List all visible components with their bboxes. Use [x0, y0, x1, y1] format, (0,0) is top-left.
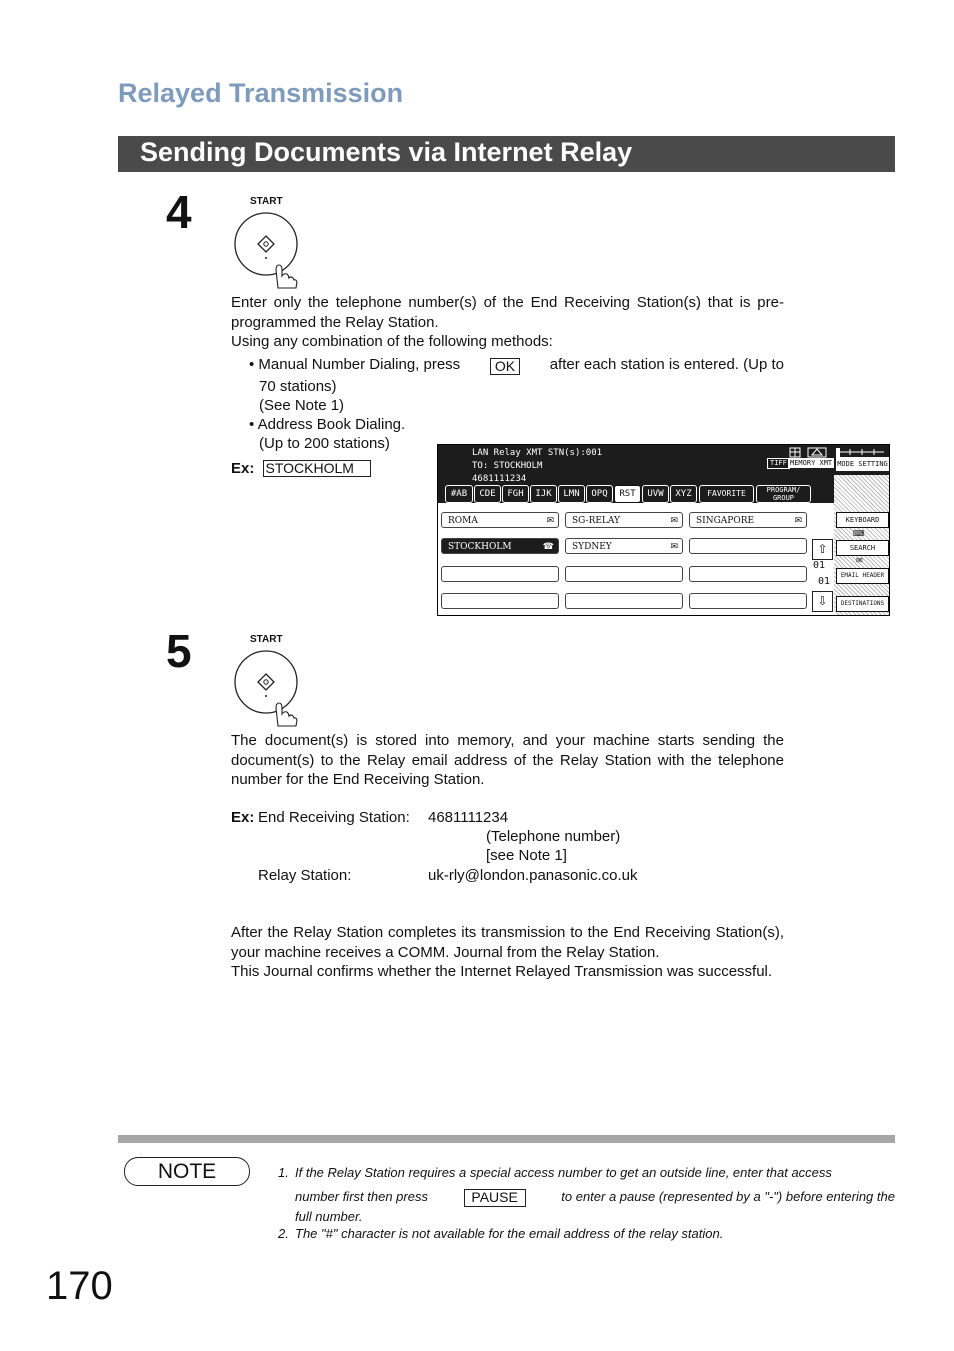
note2-text: The "#" character is not available for the email address of the relay station.	[295, 1226, 724, 1241]
destinations-button[interactable]: DESTINATIONS	[836, 596, 889, 612]
address-cell-empty[interactable]	[689, 566, 807, 582]
lcd-line2: TO: STOCKHOLM	[472, 461, 543, 471]
keyboard-icon: ⌨	[853, 529, 865, 538]
address-cell-sydney[interactable]	[565, 538, 683, 554]
email-icon: ✉	[546, 516, 554, 526]
bullet-manual-dialing	[249, 355, 784, 375]
page-number: 170	[46, 1264, 113, 1308]
step-number-4: 4	[166, 186, 192, 238]
email-header-button[interactable]: EMAIL HEADER	[836, 568, 889, 584]
tiff-indicator: TIFF	[767, 458, 790, 469]
ex-label	[231, 808, 254, 828]
address-cell-sg-relay[interactable]	[565, 512, 683, 528]
cell-label: SG-RELAY	[572, 516, 620, 526]
lcd-line1: LAN Relay XMT STN(s):001	[472, 448, 603, 458]
address-cell-empty[interactable]	[565, 566, 683, 582]
end-station-note1: (Telephone number)	[486, 828, 621, 845]
tab-cde[interactable]: CDE	[474, 485, 501, 503]
banner	[118, 136, 895, 172]
start-key-icon	[232, 634, 302, 728]
tab-ab[interactable]: #AB	[445, 485, 473, 503]
address-cell-stockholm[interactable]	[441, 538, 559, 554]
arrow-down-icon: ⇩	[817, 594, 828, 608]
page-total: 01	[818, 576, 831, 587]
email-header-icon: ✉	[856, 556, 863, 565]
start-label: START	[250, 634, 283, 645]
note-label: NOTE	[124, 1157, 250, 1186]
step5-para2: After the Relay Station completes its transmission to the End Receiving Station(s), your machine receives a COMM. Journal from the Relay Station.	[231, 924, 784, 961]
tab-uvw[interactable]: UVW	[642, 485, 669, 503]
address-cell-empty[interactable]	[441, 593, 559, 609]
tab-program-group[interactable]: PROGRAM/ GROUP	[756, 485, 811, 503]
scroll-up-button[interactable]	[812, 539, 833, 560]
example-row	[231, 459, 371, 479]
keyboard-button[interactable]: KEYBOARD	[836, 512, 889, 528]
start-key-icon	[232, 196, 302, 290]
bullet1-text-after: after each station is entered. (Up to	[549, 356, 784, 373]
email-icon: ✉	[670, 542, 678, 552]
start-button-illustration	[232, 634, 302, 728]
cell-label: SYDNEY	[572, 542, 612, 552]
arrow-up-icon: ⇧	[817, 542, 828, 556]
scroll-down-button[interactable]	[812, 591, 833, 612]
stockholm-key: STOCKHOLM	[263, 460, 371, 477]
step4-para2: Using any combination of the following methods:	[231, 333, 553, 350]
note1-number: 1.	[278, 1165, 289, 1180]
relay-station-value: uk-rly@london.panasonic.co.uk	[428, 867, 638, 884]
tab-ijk[interactable]: IJK	[530, 485, 557, 503]
tab-xyz[interactable]: XYZ	[670, 485, 697, 503]
step-number-5: 5	[166, 625, 192, 677]
section-divider	[118, 1135, 895, 1143]
note1-line1: If the Relay Station requires a special access number to get an outside line, enter that access	[295, 1165, 832, 1180]
email-icon: ✉	[794, 516, 802, 526]
banner-title: Sending Documents via Internet Relay	[140, 137, 633, 167]
step4-para1: Enter only the telephone number(s) of the End Receiving Station(s) that is pre-programmed the Relay Station.	[231, 294, 784, 331]
end-station-note2: [see Note 1]	[486, 847, 567, 864]
note1-post: to enter a pause (represented by a "-") before entering the	[561, 1189, 895, 1204]
page-current: 01	[813, 560, 826, 571]
address-cell-empty[interactable]	[689, 593, 807, 609]
note1-line2	[295, 1187, 895, 1207]
address-cell-roma[interactable]	[441, 512, 559, 528]
address-cell-empty[interactable]	[441, 566, 559, 582]
email-icon: ✉	[670, 516, 678, 526]
note2-number: 2.	[278, 1226, 289, 1241]
step5-para3: This Journal confirms whether the Internet Relayed Transmission was successful.	[231, 963, 773, 980]
tab-lmn[interactable]: LMN	[558, 485, 585, 503]
end-station-value: 4681111234	[428, 809, 509, 826]
bullet2-line2: (Up to 200 stations)	[259, 435, 390, 452]
tab-fgh[interactable]: FGH	[502, 485, 529, 503]
search-button[interactable]: SEARCH	[836, 540, 889, 556]
phone-icon: ☎	[542, 542, 554, 552]
cell-label: ROMA	[448, 516, 478, 526]
cell-label: STOCKHOLM	[448, 542, 512, 552]
memory-xmt-indicator: MEMORY XMT	[790, 459, 833, 467]
section-title: Relayed Transmission	[118, 78, 404, 108]
address-cell-empty[interactable]	[565, 593, 683, 609]
lcd-line3: 4681111234	[472, 474, 527, 484]
address-cell-singapore[interactable]	[689, 512, 807, 528]
ex-label: Ex:	[231, 460, 255, 477]
pause-key: PAUSE	[464, 1189, 526, 1207]
bullet1-text: • Manual Number Dialing, press	[249, 356, 461, 373]
ok-key: OK	[490, 358, 520, 375]
note1-line3: full number.	[295, 1209, 363, 1224]
relay-station-label: Relay Station:	[258, 867, 352, 884]
cell-label: SINGAPORE	[696, 516, 755, 526]
lcd-screen	[437, 444, 890, 616]
bullet-address-book: • Address Book Dialing.	[249, 416, 406, 433]
ex-label-text: Ex:	[231, 809, 255, 826]
address-cell-empty[interactable]	[689, 538, 807, 554]
note1-pre: number first then press	[295, 1189, 428, 1204]
start-label: START	[250, 196, 283, 207]
start-button-illustration	[232, 196, 302, 290]
bullet1-line2: 70 stations)	[259, 378, 337, 395]
bullet1-line3: (See Note 1)	[259, 397, 345, 414]
tab-opq[interactable]: OPQ	[586, 485, 613, 503]
mode-setting-button[interactable]: MODE SETTING	[836, 457, 889, 471]
tab-rst[interactable]: RST	[614, 485, 641, 503]
tab-favorite[interactable]: FAVORITE	[699, 485, 754, 503]
step5-para1: The document(s) is stored into memory, and your machine starts sending the document(s) to the Relay email address of the Relay Station with the telephone number for the End Receiving Station.	[231, 732, 784, 788]
end-station-label: End Receiving Station:	[258, 809, 410, 826]
